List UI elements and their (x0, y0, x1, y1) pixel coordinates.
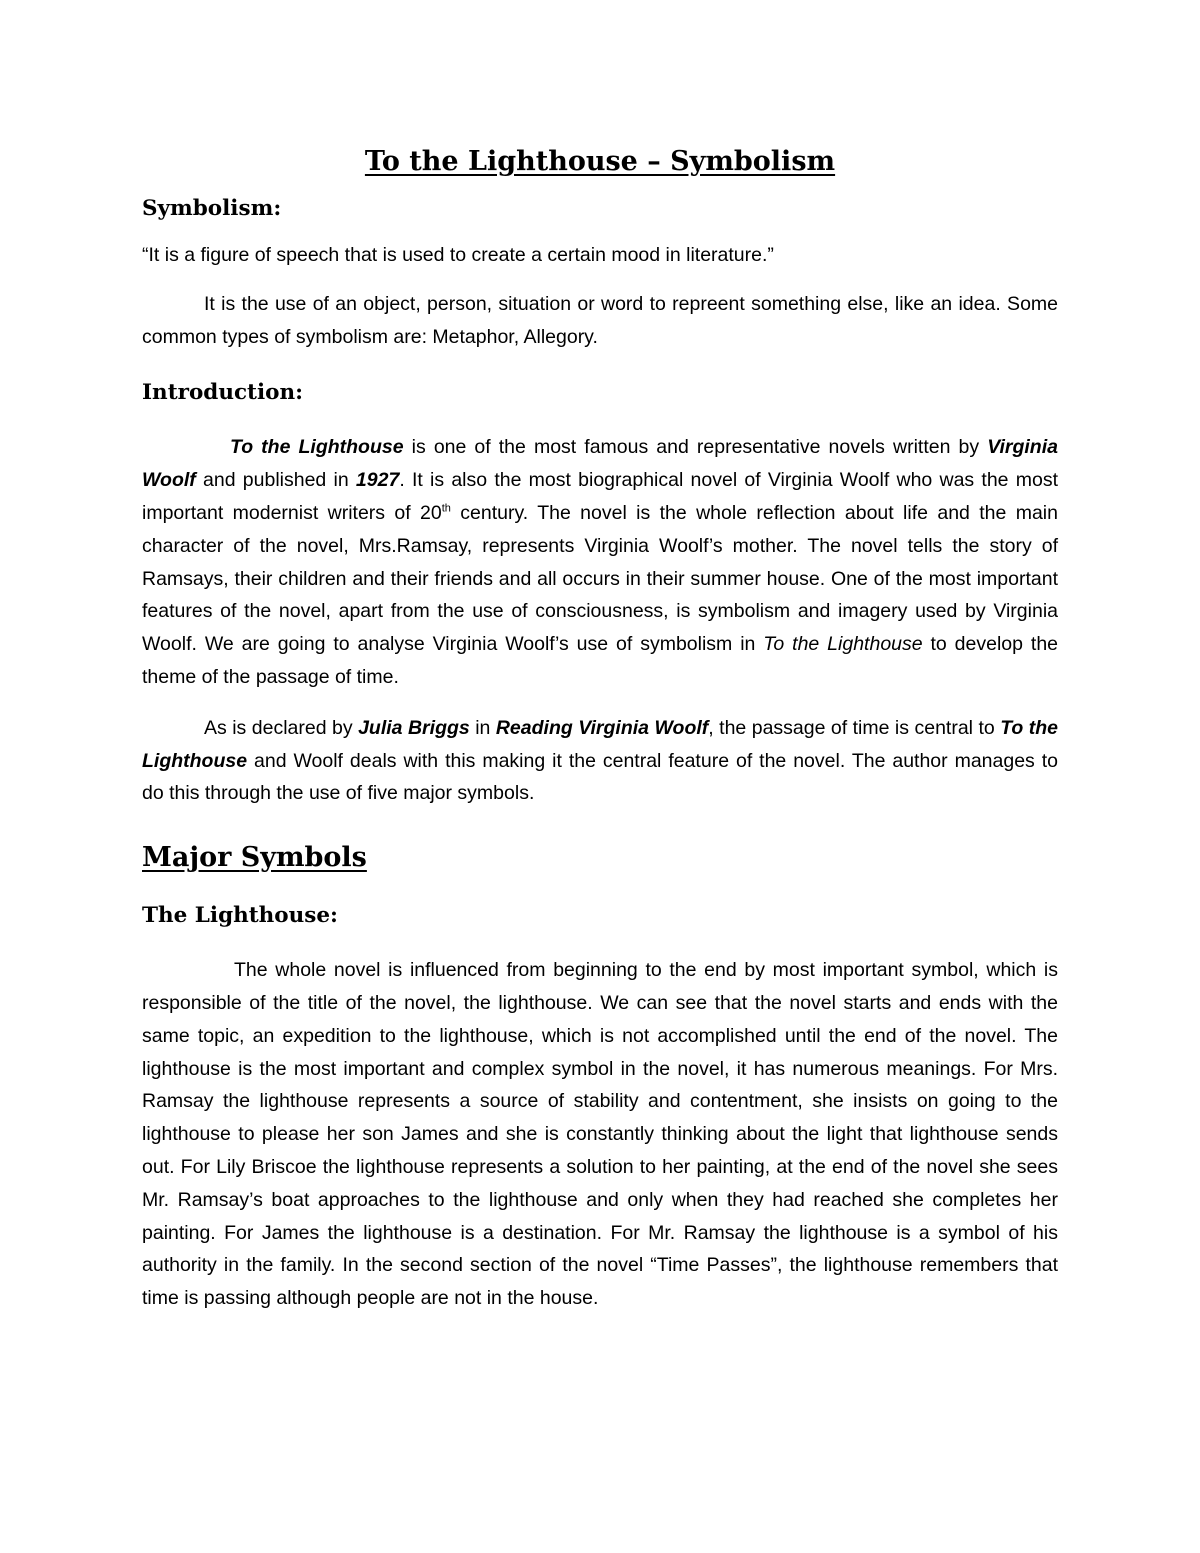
text-run: is one of the most famous and representative novels written by (403, 436, 988, 459)
text-run: , the passage of time is central to (708, 716, 1001, 739)
heading-major-symbols: Major Symbols (142, 842, 367, 874)
book-title-emphasis: Reading Virginia Woolf (495, 716, 709, 739)
text-run: in (469, 716, 496, 739)
text-run: . It is also the most biographical novel of Virginia Woolf who was the most important modernist writers of 20 (142, 469, 1059, 524)
author-name-emphasis: Virginia Woolf (142, 436, 1058, 492)
document-page (142, 130, 1058, 1315)
text-run: and published in (195, 469, 356, 492)
lighthouse-paragraph: The whole novel is influenced from beginning to the end by most important symbol, which is responsible of the title of the novel, the lighthouse. We can see that the novel starts and ends with the same topic, an expedition to the lighthouse, which is not accomplished until the end of the novel. The lighthouse is the most important and complex symbol in the novel, it has numerous meanings. For Mrs. Ramsay the lighthouse represents a source of stability and contentment, she insists on going to the lighthouse to please her son James and she is constantly thinking about the light that lighthouse sends out. For Lily Briscoe the lighthouse represents a solution to her painting, at the end of the novel she sees Mr. Ramsay’s boat approaches to the lighthouse and only when they had reached she completes her painting. For James the lighthouse is a destination. For Mr. Ramsay the lighthouse is a symbol of his authority in the family. In the second section of the novel “Time Passes”, the lighthouse remembers that time is passing although people are not in the house. (142, 959, 1058, 1310)
introduction-paragraph-2 (142, 712, 1058, 810)
document-title: To the Lighthouse – Symbolism (364, 146, 836, 177)
text-run: century. The novel is the whole reflection about life and the main character of the novel, Mrs.Ramsay, represents Virginia Woolf’s mother. The novel tells the story of Ramsays, their children and their friends and all occurs in their summer house. One of the most important features of the novel, apart from the use of consciousness, is symbolism and imagery used by Virginia Woolf. We are going to analyse Virginia Woolf’s use of symbolism in (142, 501, 1058, 656)
heading-introduction: Introduction: (142, 380, 304, 406)
introduction-paragraph-1 (142, 431, 1058, 693)
novel-title-italic: To the Lighthouse (763, 633, 923, 656)
symbolism-quote: “It is a figure of speech that is used to create a certain mood in literature.” (142, 244, 774, 266)
heading-the-lighthouse: The Lighthouse: (142, 903, 338, 929)
ordinal-superscript: th (441, 502, 451, 515)
publication-year-emphasis: 1927 (355, 469, 400, 492)
text-run: and Woolf deals with this making it the central feature of the novel. The author manages to do this through the use of five major symbols. (142, 749, 1058, 805)
text-run: As is declared by (204, 716, 359, 739)
heading-symbolism: Symbolism: (142, 196, 282, 221)
novel-title-emphasis: To the Lighthouse (230, 436, 404, 459)
text-run: to develop the theme of the passage of time. (142, 633, 1059, 688)
novel-title-emphasis: To the Lighthouse (142, 716, 1058, 772)
symbolism-definition: It is the use of an object, person, situation or word to repreent something else, like an idea. Some common types of symbolism are: Metaphor, Allegory. (142, 292, 1058, 348)
critic-name-emphasis: Julia Briggs (358, 716, 470, 739)
